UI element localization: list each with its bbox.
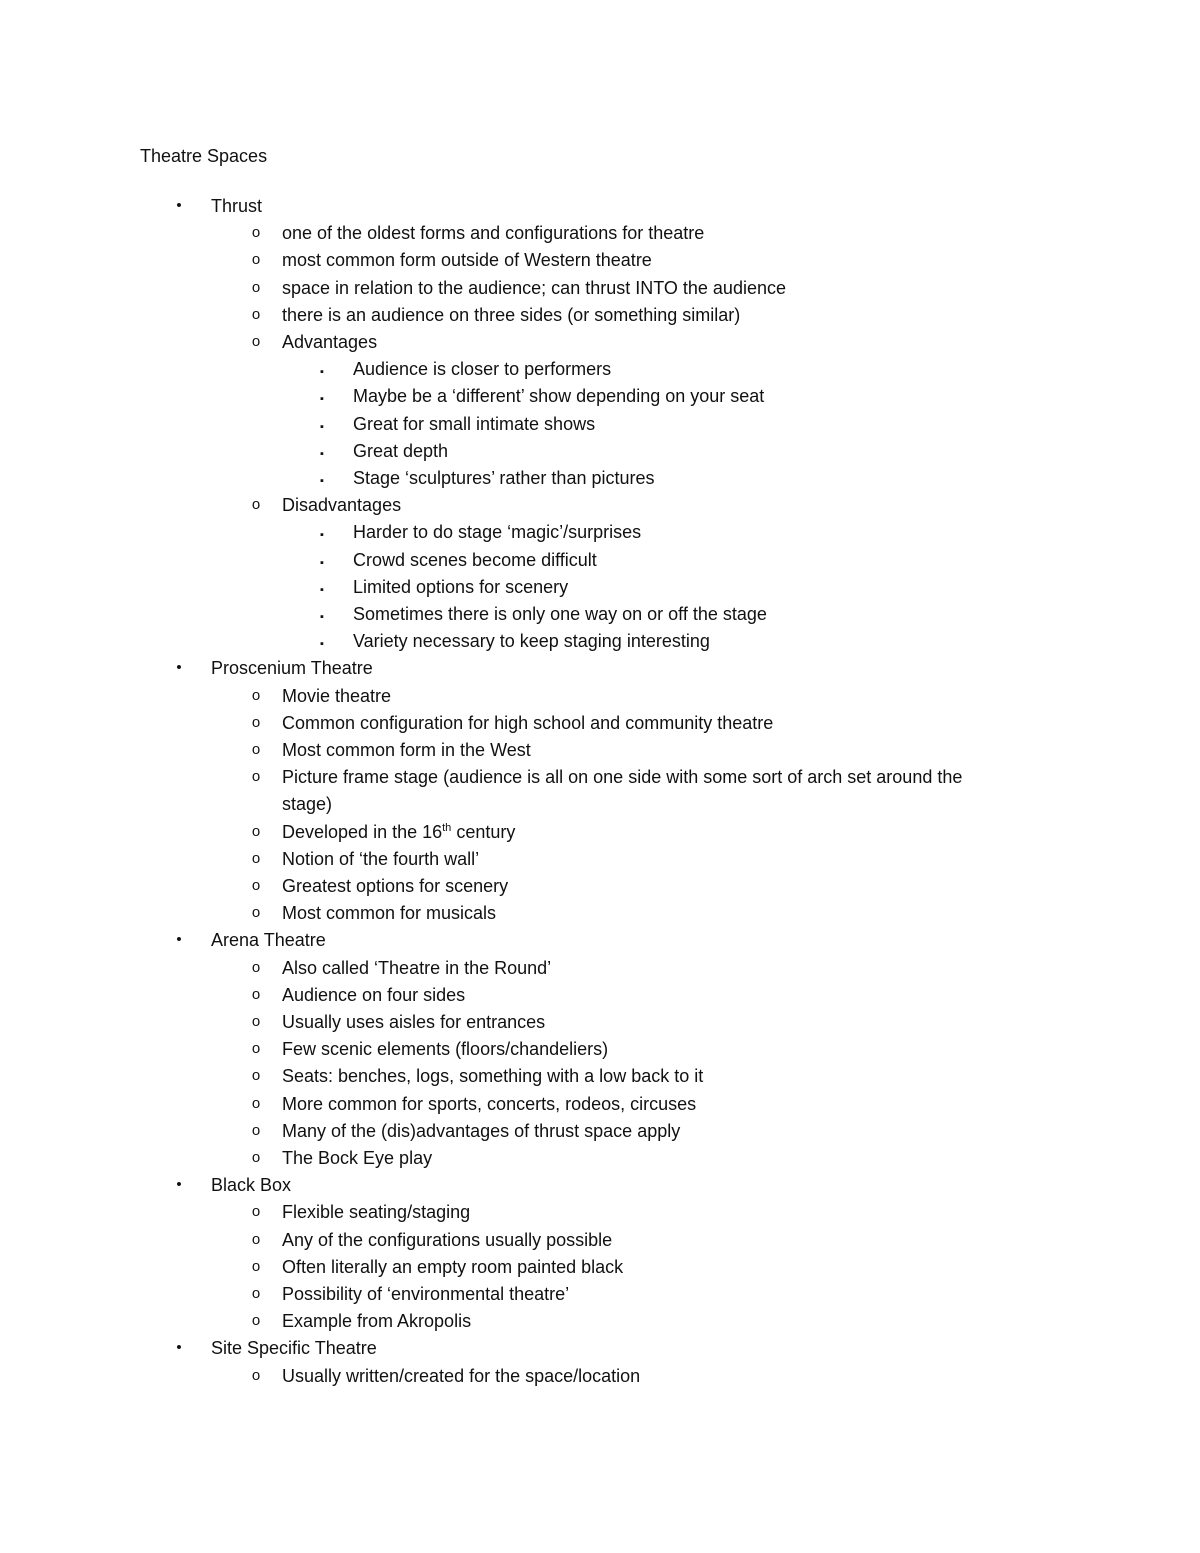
list-item xyxy=(0,821,1200,843)
list-item xyxy=(0,222,1200,244)
list-item-text: Movie theatre xyxy=(282,685,392,706)
bullet-circle-icon: o xyxy=(251,741,261,758)
list-item xyxy=(0,685,1200,707)
bullet-dot-icon: • xyxy=(176,1176,182,1194)
bullet-circle-icon: o xyxy=(251,496,261,514)
bullet-square-icon: ▪ xyxy=(320,583,324,596)
bullet-square-icon: ▪ xyxy=(320,611,324,623)
list-item xyxy=(0,848,1200,870)
list-item xyxy=(0,902,1200,924)
list-item-text: Most common for musicals xyxy=(282,903,497,924)
list-item-text: Most common form in the West xyxy=(282,740,531,760)
bullet-circle-icon: o xyxy=(251,1094,261,1112)
list-item-text: Thrust xyxy=(211,196,263,216)
list-item-text: Audience is closer to performers xyxy=(353,359,612,380)
list-item-text: stage) xyxy=(282,794,333,815)
list-item-text: The Bock Eye play xyxy=(282,1148,433,1168)
bullet-circle-icon: o xyxy=(251,224,261,242)
list-item xyxy=(0,549,1200,571)
list-item xyxy=(0,712,1200,734)
outline-heading xyxy=(0,195,1200,217)
bullet-square-icon: ▪ xyxy=(320,447,324,460)
outline-heading xyxy=(0,929,1200,951)
list-item xyxy=(0,1093,1200,1115)
list-item-text: Seats: benches, logs, something with a low back to it xyxy=(282,1066,704,1087)
outline-heading xyxy=(0,1337,1200,1359)
list-item-text: Black Box xyxy=(211,1175,292,1196)
bullet-circle-icon: o xyxy=(251,1149,261,1166)
list-item xyxy=(0,576,1200,598)
bullet-circle-icon: o xyxy=(251,822,261,840)
outline-continuation xyxy=(0,793,1200,815)
list-item xyxy=(0,1310,1200,1332)
list-item xyxy=(0,494,1200,516)
bullet-circle-icon: o xyxy=(251,1312,261,1330)
list-item-text: Audience on four sides xyxy=(282,984,466,1005)
list-item xyxy=(0,739,1200,761)
bullet-dot-icon: • xyxy=(176,659,182,677)
bullet-circle-icon: o xyxy=(251,278,261,296)
list-item-text: space in relation to the audience; can thrust INTO the audience xyxy=(282,277,786,298)
list-item-text: Picture frame stage (audience is all on one side with some sort of arch set around the xyxy=(282,767,963,788)
list-item-text: More common for sports, concerts, rodeos, circuses xyxy=(282,1093,697,1114)
list-item xyxy=(0,1256,1200,1278)
bullet-square-icon: ▪ xyxy=(320,556,324,569)
bullet-circle-icon: o xyxy=(251,1366,261,1384)
list-item-text: Notion of ‘the fourth wall’ xyxy=(282,848,480,869)
list-item-text: one of the oldest forms and configurations for theatre xyxy=(282,223,705,244)
list-item-text: Sometimes there is only one way on or off the stage xyxy=(353,604,767,624)
list-item-text: Variety necessary to keep staging interesting xyxy=(353,631,710,652)
bullet-circle-icon: o xyxy=(251,1121,261,1139)
list-item xyxy=(0,957,1200,979)
bullet-square-icon: ▪ xyxy=(320,366,324,379)
bullet-circle-icon: o xyxy=(251,305,261,323)
list-item-text: Crowd scenes become difficult xyxy=(353,549,597,570)
list-item-text: Any of the configurations usually possible xyxy=(282,1229,613,1250)
list-item xyxy=(0,440,1200,462)
bullet-circle-icon: o xyxy=(251,1257,261,1275)
bullet-dot-icon: • xyxy=(176,197,182,214)
list-item xyxy=(0,331,1200,353)
list-item-text: Flexible seating/staging xyxy=(282,1202,471,1223)
list-item xyxy=(0,467,1200,489)
list-item xyxy=(0,304,1200,326)
bullet-square-icon: ▪ xyxy=(320,420,324,433)
bullet-square-icon: ▪ xyxy=(320,638,324,651)
superscript: th xyxy=(442,821,452,834)
bullet-circle-icon: o xyxy=(251,877,261,894)
outline-heading xyxy=(0,1174,1200,1196)
bullet-square-icon: ▪ xyxy=(320,529,324,542)
bullet-circle-icon: o xyxy=(251,985,261,1003)
list-item xyxy=(0,1147,1200,1169)
document-title: Theatre Spaces xyxy=(140,146,268,166)
list-item xyxy=(0,413,1200,435)
outline-heading xyxy=(0,657,1200,679)
bullet-dot-icon: • xyxy=(176,1339,182,1357)
list-item-text: Great for small intimate shows xyxy=(353,413,596,434)
bullet-square-icon: ▪ xyxy=(320,393,324,406)
list-item-text: Usually uses aisles for entrances xyxy=(282,1012,546,1032)
bullet-circle-icon: o xyxy=(251,958,261,976)
list-item-text: Maybe be a ‘different’ show depending on your seat xyxy=(353,386,765,407)
bullet-circle-icon: o xyxy=(251,686,261,704)
list-item-text: Few scenic elements (floors/chandeliers) xyxy=(282,1039,609,1060)
list-item-text: there is an audience on three sides (or something similar) xyxy=(282,304,741,325)
list-item-text: Limited options for scenery xyxy=(353,576,569,597)
list-item xyxy=(0,1283,1200,1305)
bullet-circle-icon: o xyxy=(251,333,261,350)
bullet-circle-icon: o xyxy=(251,904,261,922)
bullet-circle-icon: o xyxy=(251,1040,261,1058)
list-item-text: Also called ‘Theatre in the Round’ xyxy=(282,957,552,978)
list-item xyxy=(0,358,1200,380)
bullet-circle-icon: o xyxy=(251,768,261,786)
bullet-circle-icon: o xyxy=(251,1067,261,1085)
bullet-circle-icon: o xyxy=(251,849,261,867)
bullet-circle-icon: o xyxy=(251,1230,261,1248)
list-item xyxy=(0,984,1200,1006)
list-item-text: Harder to do stage ‘magic’/surprises xyxy=(353,522,642,543)
list-item-text: Common configuration for high school and community theatre xyxy=(282,712,774,733)
list-item-text: Many of the (dis)advantages of thrust space apply xyxy=(282,1120,681,1141)
bullet-dot-icon: • xyxy=(176,931,182,949)
list-item-text: Greatest options for scenery xyxy=(282,876,509,896)
list-item-text: Site Specific Theatre xyxy=(211,1338,377,1359)
list-item xyxy=(0,385,1200,407)
list-item xyxy=(0,1011,1200,1033)
list-item-text: Developed in the 16th century xyxy=(282,821,516,842)
bullet-circle-icon: o xyxy=(251,713,261,731)
list-item-text: Example from Akropolis xyxy=(282,1311,472,1332)
list-item xyxy=(0,1229,1200,1251)
list-item-text: most common form outside of Western theatre xyxy=(282,250,652,271)
list-item-text: Often literally an empty room painted black xyxy=(282,1256,624,1277)
list-item xyxy=(0,249,1200,271)
list-item xyxy=(0,630,1200,652)
list-item-text: Possibility of ‘environmental theatre’ xyxy=(282,1284,570,1304)
list-item xyxy=(0,521,1200,543)
list-item xyxy=(0,603,1200,625)
list-item-text: Disadvantages xyxy=(282,495,402,516)
list-item-text: Stage ‘sculptures’ rather than pictures xyxy=(353,468,655,488)
list-item-text: Usually written/created for the space/location xyxy=(282,1365,641,1386)
bullet-circle-icon: o xyxy=(251,1285,261,1302)
list-item xyxy=(0,766,1200,788)
list-item xyxy=(0,1065,1200,1087)
list-item xyxy=(0,1120,1200,1142)
bullet-circle-icon: o xyxy=(251,1203,261,1221)
list-item-text: Proscenium Theatre xyxy=(211,658,373,679)
list-item xyxy=(0,1201,1200,1223)
list-item-text: Arena Theatre xyxy=(211,930,326,951)
bullet-circle-icon: o xyxy=(251,251,261,269)
list-item xyxy=(0,875,1200,897)
list-item-text: Advantages xyxy=(282,332,378,352)
list-item-text: Great depth xyxy=(353,440,449,461)
list-item xyxy=(0,1365,1200,1387)
list-item xyxy=(0,1038,1200,1060)
bullet-circle-icon: o xyxy=(251,1013,261,1030)
bullet-square-icon: ▪ xyxy=(320,475,324,487)
list-item xyxy=(0,277,1200,299)
